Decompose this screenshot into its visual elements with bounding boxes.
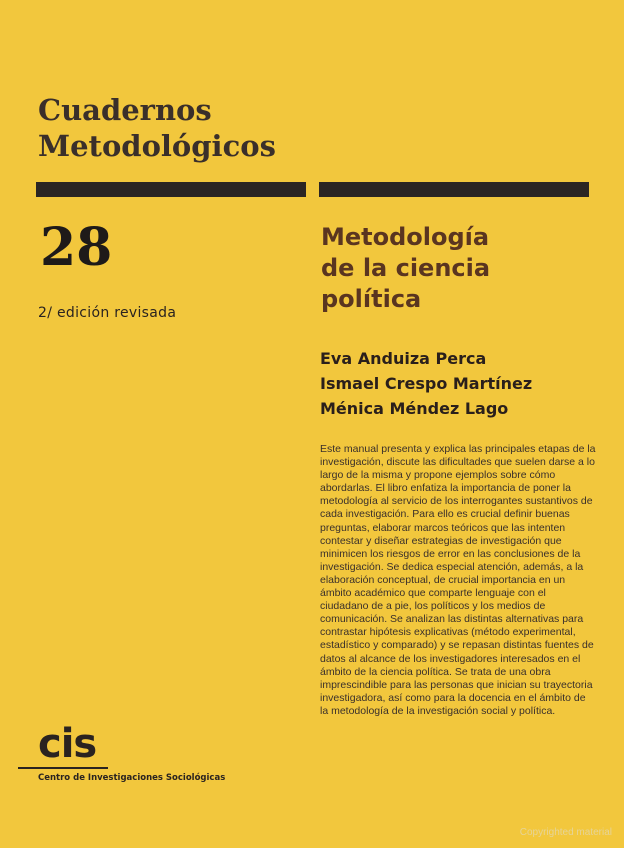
author-3: Ménica Méndez Lago	[320, 399, 509, 418]
book-title	[321, 222, 490, 315]
copyright-watermark: Copyrighted material	[519, 827, 612, 838]
book-title-line3: política	[321, 285, 422, 313]
book-title-line2: de la ciencia	[321, 254, 491, 282]
series-title-line1: Cuadernos	[38, 93, 212, 127]
author-list	[320, 346, 532, 421]
author-2: Ismael Crespo Martínez	[320, 374, 533, 393]
back-cover-blurb: Este manual presenta y explica las principales etapas de la investigación, discute las dificultades que suelen darse a lo largo de la misma y propone ejemplos sobre cómo abordarlas. El libro enfatiza la importancia de poner la metodología al servicio de los interrogantes sustantivos de cada investigación. Para ello es crucial definir buenas preguntas, elaborar marcos teóricos que las intenten contestar y diseñar estrategias de investigación que minimicen los riesgos de error en las conclusiones de la investigación. Se dedica especial atención, además, a la elaboración conceptual, de crucial importancia en un ámbito académico que comparte lenguaje con el ciudadano de a pie, los políticos y los medios de comunicación. Se analizan las distintas alternativas para contrastar hipótesis explicativas (método experimental, estadístico y comparado) y se repasan distintas fuentes de datos al alcance de los investigadores interesados en el ámbito de la ciencia política. Se trata de una obra imprescindible para las personas que inician su trayectoria investigadora, así como para la docencia en el ámbito de la metodología de la investigación social y política.	[320, 443, 596, 717]
divider-bar-right	[319, 182, 589, 197]
book-title-line1: Metodología	[321, 223, 490, 251]
publisher-name: Centro de Investigaciones Sociológicas	[38, 773, 226, 783]
logo-underline	[18, 767, 108, 769]
edition-label: 2/ edición revisada	[38, 305, 177, 321]
publisher-logo: cis	[38, 721, 97, 767]
author-1: Eva Anduiza Perca	[320, 349, 487, 368]
volume-number: 28	[40, 217, 113, 278]
divider-bar-left	[36, 182, 306, 197]
series-title-line2: Metodológicos	[38, 129, 276, 163]
series-title	[38, 92, 276, 164]
